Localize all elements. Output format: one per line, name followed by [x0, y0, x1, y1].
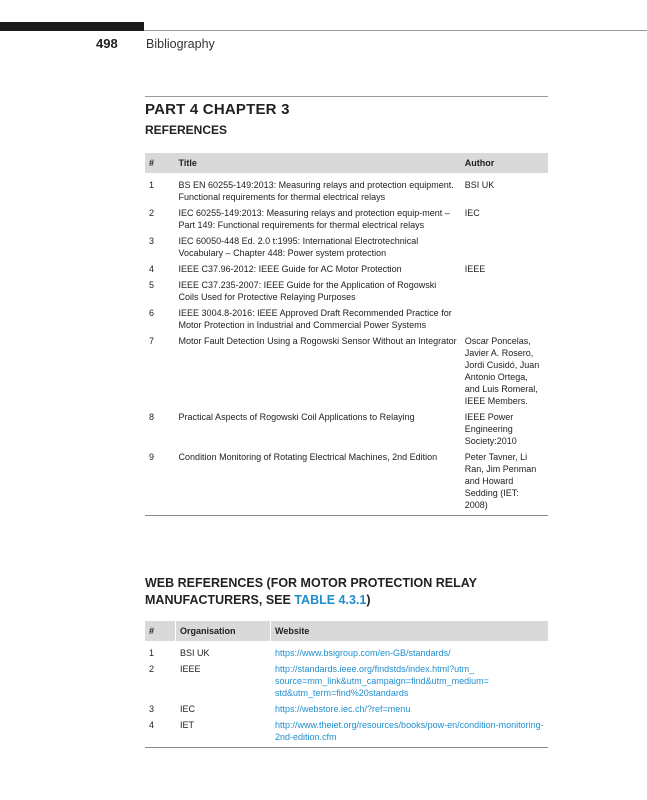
ref-author — [461, 233, 548, 261]
organisation-name: BSI UK — [176, 641, 271, 661]
website-link[interactable]: http://standards.ieee.org/findstds/index.html?utm_ source=mm_link&utm_campaign=find&utm_medium= std&utm_term=find%20standards — [271, 661, 549, 701]
table-header-row — [145, 153, 548, 173]
organisation-name: IET — [176, 717, 271, 748]
table-row — [145, 233, 548, 261]
website-link[interactable]: https://www.bsigroup.com/en-GB/standards/ — [271, 641, 549, 661]
table-row — [145, 205, 548, 233]
ref-author — [461, 277, 548, 305]
ref-number: 1 — [149, 180, 155, 190]
ref-author: IEC — [464, 208, 480, 218]
web-references-title — [145, 575, 545, 609]
ref-title: IEC 60050-448 Ed. 2.0 t:1995: International Electrotechnical Vocabulary – Chapter 448: Power system protection — [178, 236, 419, 258]
table-row — [145, 449, 548, 516]
column-header-website: Website — [271, 621, 549, 641]
organisation-name: IEEE — [176, 661, 271, 701]
column-header-organisation: Organisation — [176, 621, 271, 641]
web-ref-number: 1 — [149, 648, 155, 658]
website-link[interactable]: http://www.theiet.org/resources/books/pow-en/condition-monitoring-2nd-edition.cfm — [271, 717, 549, 748]
ref-author: Peter Tavner, Li Ran, Jim Penman and Howard Sedding (IET: 2008) — [461, 449, 548, 516]
table-row — [145, 717, 548, 748]
table-row — [145, 261, 548, 277]
header-rule — [144, 30, 647, 31]
ref-title: Condition Monitoring of Rotating Electrical Machines, 2nd Edition — [175, 449, 461, 516]
ref-number: 4 — [149, 264, 155, 274]
website-link[interactable]: https://webstore.iec.ch/?ref=menu — [271, 701, 549, 717]
web-ref-number: 2 — [149, 664, 155, 674]
table-row — [145, 661, 548, 701]
table-row — [145, 409, 548, 449]
ref-title: IEC 60255-149:2013: Measuring relays and protection equip-ment – Part 149: Functional requirements for thermal electrical relays — [178, 208, 450, 230]
table-row — [145, 277, 548, 305]
ref-number: 9 — [145, 449, 175, 516]
column-header-title: Title — [175, 153, 461, 173]
ref-number: 7 — [149, 336, 155, 346]
chapter-title: PART 4 CHAPTER 3 — [145, 101, 290, 118]
web-title-text: WEB REFERENCES (FOR MOTOR PROTECTION RELAY MANUFACTURERS, SEE — [145, 576, 477, 607]
table-row — [145, 173, 548, 205]
page-number: 498 — [96, 36, 118, 51]
organisation-name: IEC — [176, 701, 271, 717]
chapter-subtitle: REFERENCES — [145, 123, 228, 137]
table-header-row — [145, 621, 548, 641]
references-table — [145, 153, 548, 516]
column-header-num: # — [145, 153, 175, 173]
web-references-table — [145, 621, 548, 748]
column-header-author: Author — [461, 153, 548, 173]
ref-author: BSI UK — [464, 180, 495, 190]
ref-number: 2 — [149, 208, 155, 218]
ref-author: Oscar Poncelas, Javier A. Rosero, Jordi Cusidó, Juan Antonio Ortega, and Luis Romeral, IEEE Members. — [464, 336, 540, 406]
ref-title: BS EN 60255-149:2013: Measuring relays and protection equipment. Functional requirements for thermal electrical relays — [178, 180, 454, 202]
running-title: Bibliography — [146, 37, 215, 51]
ref-title: IEEE C37.235-2007: IEEE Guide for the Application of Rogowski Coils Used for Protective Relaying Purposes — [178, 280, 437, 302]
table-row — [145, 701, 548, 717]
ref-title: IEEE 3004.8-2016: IEEE Approved Draft Recommended Practice for Motor Protection in Industrial and Commercial Power Systems — [178, 308, 452, 330]
table-row — [145, 641, 548, 661]
ref-author — [461, 305, 548, 333]
ref-number: 6 — [149, 308, 155, 318]
column-header-num: # — [145, 621, 176, 641]
section-rule — [145, 96, 548, 97]
table-row — [145, 333, 548, 409]
ref-number: 5 — [149, 280, 155, 290]
ref-number: 3 — [149, 236, 155, 246]
web-ref-number: 3 — [149, 704, 155, 714]
ref-title: Practical Aspects of Rogowski Coil Applications to Relaying — [178, 412, 415, 422]
ref-author: IEEE — [464, 264, 486, 274]
ref-author: IEEE Power Engineering Society:2010 — [464, 412, 517, 446]
ref-number: 8 — [149, 412, 155, 422]
web-ref-number: 4 — [145, 717, 176, 748]
table-row — [145, 305, 548, 333]
web-title-end: ) — [366, 593, 371, 607]
header-bar — [0, 22, 144, 31]
ref-title: Motor Fault Detection Using a Rogowski Sensor Without an Integrator — [178, 336, 457, 346]
table-link[interactable]: TABLE 4.3.1 — [294, 593, 367, 607]
ref-title: IEEE C37.96-2012: IEEE Guide for AC Motor Protection — [178, 264, 402, 274]
